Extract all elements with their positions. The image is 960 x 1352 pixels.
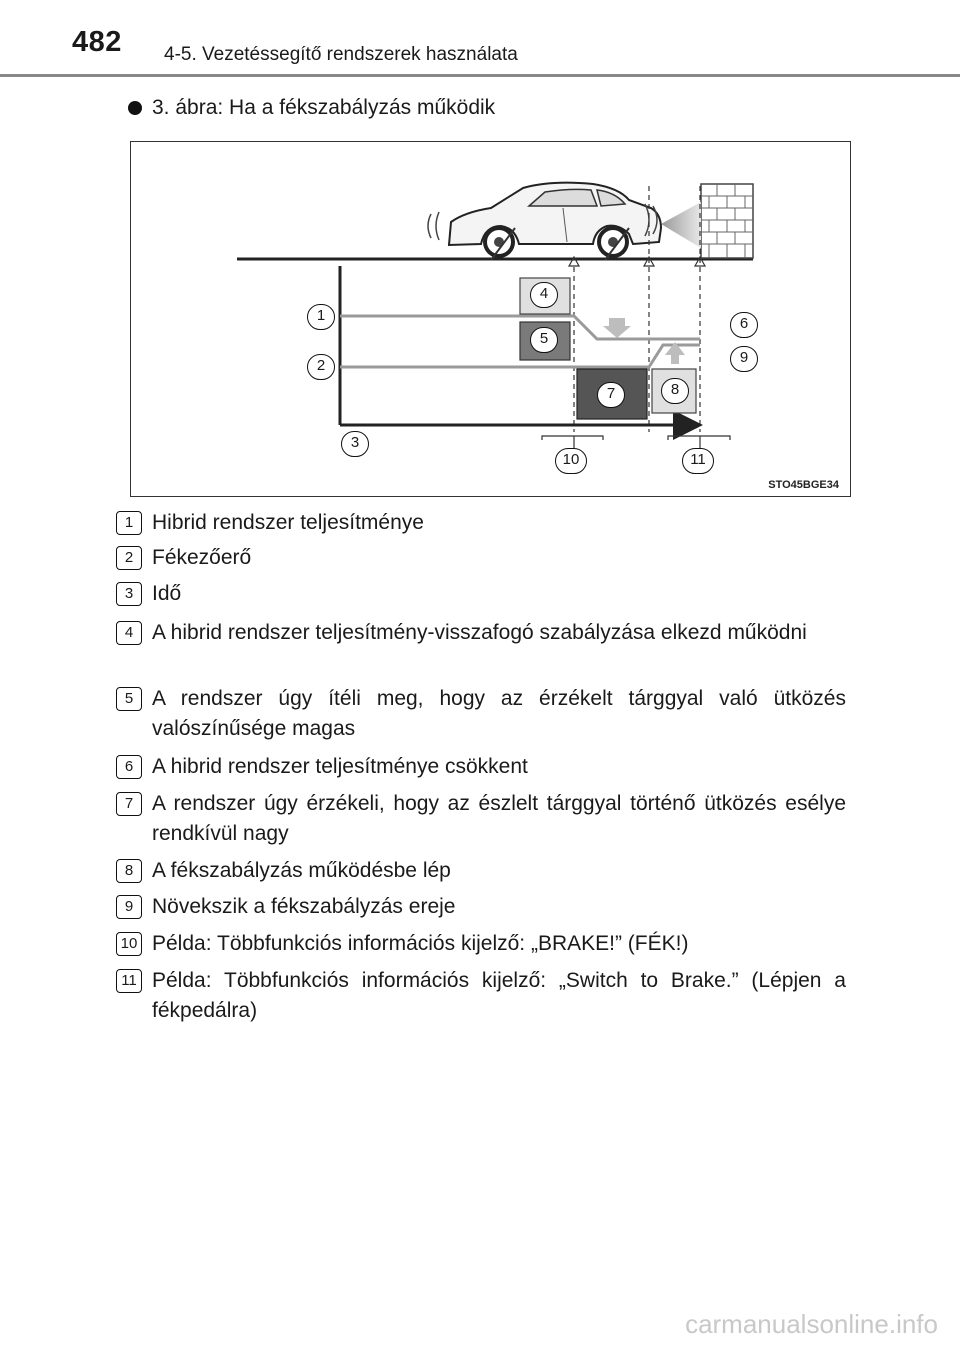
legend-number: 5 <box>116 687 142 711</box>
section-heading <box>128 96 495 120</box>
brake-control-figure <box>130 141 851 497</box>
legend-text: Fékezőerő <box>152 546 252 569</box>
legend-item-5 <box>116 684 846 744</box>
legend-number: 7 <box>116 792 142 816</box>
page-header <box>0 0 960 80</box>
legend-item-8 <box>116 856 846 886</box>
legend-text: Példa: Többfunkciós információs kijelző: „Switch to Brake.” (Lépjen a fékpedálra) <box>152 969 846 1022</box>
callout-3: 3 <box>341 431 369 457</box>
chapter-title: 4-5. Vezetéssegítő rendszerek használata <box>164 44 518 65</box>
header-divider <box>0 74 960 77</box>
callout-11: 11 <box>682 448 714 474</box>
legend-item-10 <box>116 929 846 959</box>
sensor-beam-icon <box>661 202 701 248</box>
down-arrow-icon <box>603 318 631 338</box>
legend-text: A hibrid rendszer teljesítmény-visszafogó szabályzása elkezd működni <box>152 621 807 644</box>
callout-2: 2 <box>307 354 335 380</box>
callout-9: 9 <box>730 346 758 372</box>
bullet-icon <box>128 101 142 115</box>
legend-item-9 <box>116 892 846 922</box>
legend-text: A hibrid rendszer teljesítménye csökkent <box>152 755 528 778</box>
legend-item-6 <box>116 752 846 782</box>
legend-number: 9 <box>116 895 142 919</box>
legend-item-2 <box>116 543 846 573</box>
car-icon <box>428 183 661 260</box>
page-number: 482 <box>72 26 122 58</box>
legend-text: A rendszer úgy ítéli meg, hogy az érzékelt tárggyal való ütközés valószínűsége magas <box>152 687 846 740</box>
legend-text: Példa: Többfunkciós információs kijelző: „BRAKE!” (FÉK!) <box>152 932 689 955</box>
callout-10: 10 <box>555 448 587 474</box>
legend-item-4 <box>116 618 846 648</box>
watermark[interactable]: carmanualsonline.info <box>685 1309 938 1339</box>
legend-item-3 <box>116 579 846 609</box>
legend-number: 3 <box>116 582 142 606</box>
legend-number: 11 <box>116 969 142 993</box>
legend-text: A fékszabályzás működésbe lép <box>152 859 451 882</box>
callout-8: 8 <box>661 378 689 404</box>
bracket-11 <box>668 436 730 440</box>
wall-icon <box>701 184 753 258</box>
callout-4: 4 <box>530 282 558 308</box>
callout-6: 6 <box>730 312 758 338</box>
legend-number: 6 <box>116 755 142 779</box>
legend-item-11 <box>116 966 846 1026</box>
legend-number: 8 <box>116 859 142 883</box>
figure-code: STO45BGE34 <box>768 479 839 491</box>
callout-1: 1 <box>307 304 335 330</box>
callout-5: 5 <box>530 327 558 353</box>
legend-item-7 <box>116 789 846 849</box>
section-heading-text: 3. ábra: Ha a fékszabályzás működik <box>152 96 496 119</box>
legend-text: Növekszik a fékszabályzás ereje <box>152 895 456 918</box>
legend-text: Hibrid rendszer teljesítménye <box>152 511 424 534</box>
bracket-10 <box>542 436 603 440</box>
callout-7: 7 <box>597 382 625 408</box>
legend-text: A rendszer úgy érzékeli, hogy az észlelt tárggyal történő ütközés esélye rendkívül nagy <box>152 792 846 845</box>
legend-number: 1 <box>116 511 142 535</box>
legend-number: 4 <box>116 621 142 645</box>
legend-number: 10 <box>116 932 142 956</box>
legend-number: 2 <box>116 546 142 570</box>
legend-text: Idő <box>152 582 182 605</box>
legend-item-1 <box>116 508 846 538</box>
